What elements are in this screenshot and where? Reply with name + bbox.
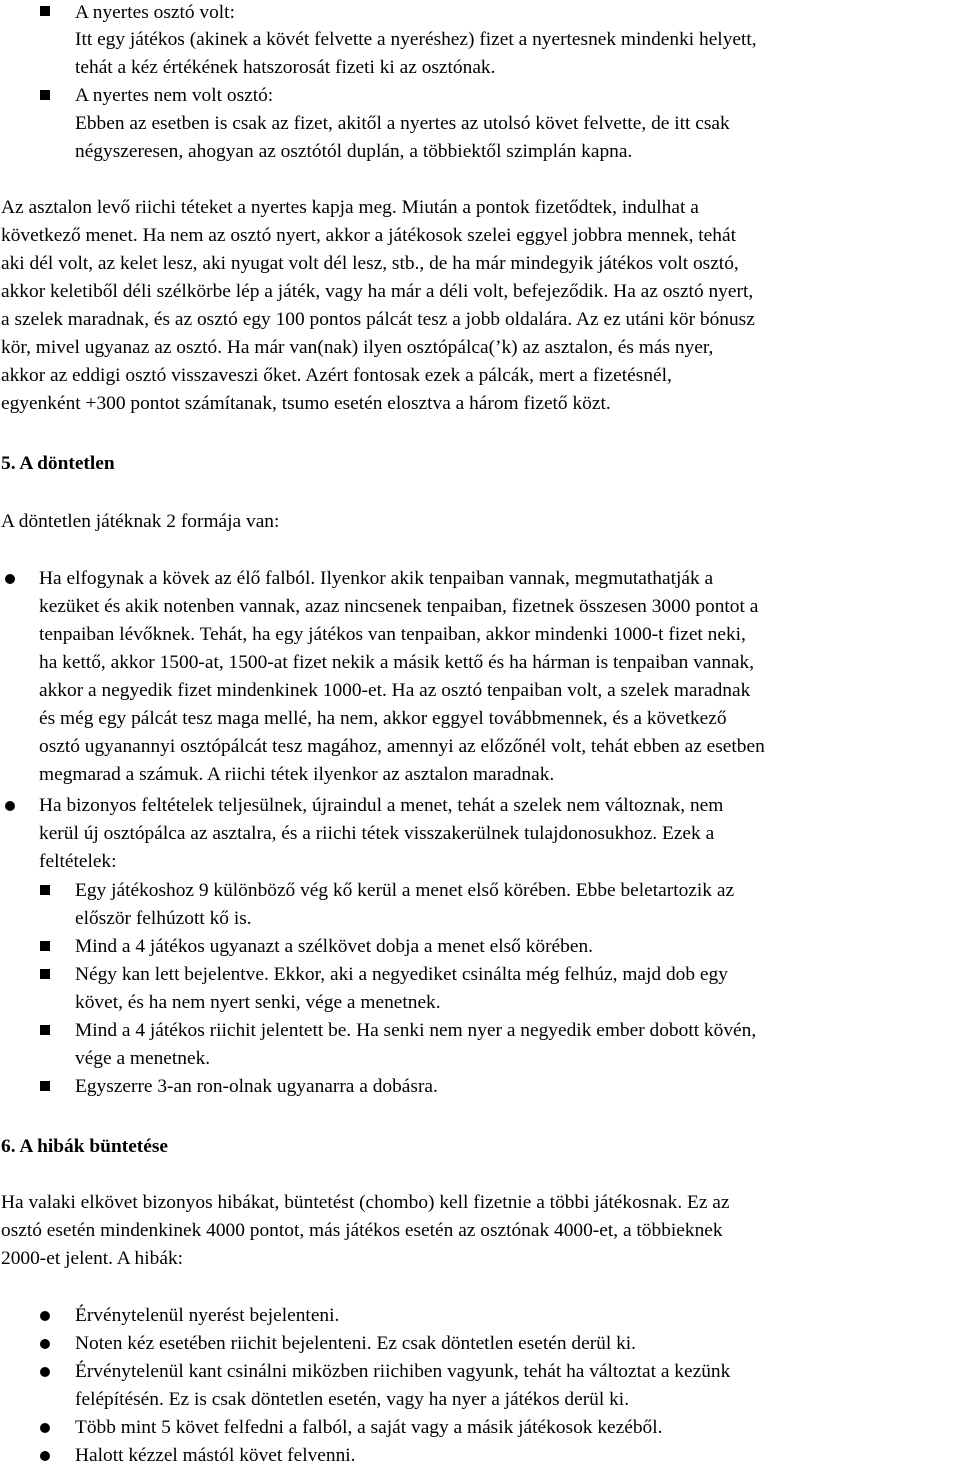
bullet-text-line: Ebben az esetben is csak az fizet, akitől a nyertes az utolsó követ felvette, de itt csak <box>75 113 730 134</box>
sub-bullet-line: Egyszerre 3-an ron-olnak ugyanarra a dobásra. <box>75 1076 438 1097</box>
square-bullet-icon <box>40 941 50 951</box>
list-item: Több mint 5 követ felfedni a falból, a saját vagy a másik játékosok kezéből. <box>75 1417 663 1438</box>
bullet-text-line: kerül új osztópálca az asztalra, és a riichi tétek visszakerülnek tulajdonosukhoz. Ezek a <box>39 823 715 844</box>
round-bullet-icon <box>5 574 15 584</box>
list-item: Halott kézzel mástól követ felvenni. <box>75 1445 356 1466</box>
bullet-text-line: osztó ugyanannyi osztópálcát tesz magához, amennyi az előzőnél volt, tehát ebben az esetben <box>39 736 765 757</box>
bullet-text-line: akkor a negyedik fizet mindenkinek 1000-et. Ha az osztó tenpaiban volt, a szelek maradnak <box>39 680 751 701</box>
bullet-text-line: megmarad a számuk. A riichi tétek ilyenkor az asztalon maradnak. <box>39 764 555 785</box>
list-item: Érvénytelenül kant csinálni miközben riichiben vagyunk, tehát ha változtat a kezünk <box>75 1361 731 1382</box>
section-heading: 6. A hibák büntetése <box>1 1136 169 1157</box>
bullet-text-line: Ha bizonyos feltételek teljesülnek, újraindul a menet, tehát a szelek nem változnak, nem <box>39 795 724 816</box>
paragraph-line: Az asztalon levő riichi téteket a nyertes kapja meg. Miután a pontok fizetődtek, indulhat a <box>1 197 699 218</box>
round-bullet-icon <box>40 1367 50 1377</box>
paragraph-line: 2000-et jelent. A hibák: <box>1 1248 184 1269</box>
sub-bullet-line: Egy játékoshoz 9 különböző vég kő kerül a menet első körében. Ebbe beletartozik az <box>75 880 735 901</box>
bullet-text-line: Itt egy játékos (akinek a kövét felvette a nyeréshez) fizet a nyertesnek mindenki helyett, <box>75 29 757 50</box>
paragraph-line: egyenként +300 pontot számítanak, tsumo esetén elosztva a három fizető közt. <box>1 393 611 414</box>
square-bullet-icon <box>40 969 50 979</box>
paragraph-line: következő menet. Ha nem az osztó nyert, akkor a játékosok szelei eggyel jobbra mennek, tehát <box>1 225 736 246</box>
list-item: Érvénytelenül nyerést bejelenteni. <box>75 1305 340 1326</box>
round-bullet-icon <box>40 1423 50 1433</box>
sub-bullet-line: Mind a 4 játékos riichit jelentett be. Ha senki nem nyer a negyedik ember dobott kövén, <box>75 1020 757 1041</box>
bullet-text-line: feltételek: <box>39 851 117 872</box>
round-bullet-icon <box>40 1451 50 1461</box>
list-item: Noten kéz esetében riichit bejelenteni. Ez csak döntetlen esetén derül ki. <box>75 1333 637 1354</box>
paragraph-line: akkor keletiből déli szélkörbe lép a játék, vagy ha már a déli volt, befejeződik. Ha az osztó nyert, <box>1 281 754 302</box>
sub-bullet-line: vége a menetnek. <box>75 1048 211 1069</box>
round-bullet-icon <box>5 801 15 811</box>
section-heading: 5. A döntetlen <box>1 453 115 474</box>
bullet-text-line: és még egy pálcát tesz maga mellé, ha nem, akkor eggyel továbbmennek, és a következő <box>39 708 727 729</box>
bullet-text-line: tehát a kéz értékének hatszorosát fizeti ki az osztónak. <box>75 57 496 78</box>
paragraph-line: A döntetlen játéknak 2 formája van: <box>1 511 280 532</box>
bullet-title: A nyertes osztó volt: <box>75 2 235 23</box>
bullet-text-line: ha kettő, akkor 1500-at, 1500-at fizet nekik a másik kettő és ha hárman is tenpaiban vannak, <box>39 652 755 673</box>
sub-bullet-line: először felhúzott kő is. <box>75 908 252 929</box>
paragraph-line: osztó esetén mindenkinek 4000 pontot, más játékos esetén az osztónak 4000-et, a többieknek <box>1 1220 723 1241</box>
paragraph-line: aki dél volt, az kelet lesz, aki nyugat volt dél lesz, stb., de ha már mindegyik játékos volt osztó, <box>1 253 739 274</box>
list-item: felépítésén. Ez is csak döntetlen esetén, vagy ha nyer a játékos derül ki. <box>75 1389 630 1410</box>
round-bullet-icon <box>40 1311 50 1321</box>
square-bullet-icon <box>40 6 50 16</box>
bullet-text-line: Ha elfogynak a kövek az élő falból. Ilyenkor akik tenpaiban vannak, megmutathatják a <box>39 568 714 589</box>
bullet-text-line: kezüket és akik notenben vannak, azaz nincsenek tenpaiban, fizetnek összesen 3000 pontot a <box>39 596 759 617</box>
sub-bullet-line: Négy kan lett bejelentve. Ekkor, aki a negyediket csinálta még felhúz, majd dob egy <box>75 964 728 985</box>
paragraph-line: a szelek maradnak, és az osztó egy 100 pontos pálcát tesz a jobb oldalára. Az ez utáni kör bónusz <box>1 309 755 330</box>
sub-bullet-line: követ, és ha nem nyert senki, vége a menetnek. <box>75 992 441 1013</box>
paragraph-line: kör, mivel ugyanaz az osztó. Ha már van(nak) ilyen osztópálca(’k) az asztalon, és más nyer, <box>1 337 714 358</box>
paragraph-line: Ha valaki elkövet bizonyos hibákat, büntetést (chombo) kell fizetnie a többi játékosnak. Ez az <box>1 1192 730 1213</box>
square-bullet-icon <box>40 1025 50 1035</box>
round-bullet-icon <box>40 1339 50 1349</box>
bullet-text-line: négyszeresen, ahogyan az osztótól duplán, a többiektől szimplán kapna. <box>75 141 633 162</box>
bullet-title: A nyertes nem volt osztó: <box>75 85 274 106</box>
square-bullet-icon <box>40 90 50 100</box>
square-bullet-icon <box>40 1081 50 1091</box>
bullet-text-line: tenpaiban lévőknek. Tehát, ha egy játékos van tenpaiban, akkor mindenki 1000-t fizet neki, <box>39 624 746 645</box>
paragraph-line: akkor az eddigi osztó visszaveszi őket. Azért fontosak ezek a pálcák, mert a fizetésnél, <box>1 365 672 386</box>
sub-bullet-line: Mind a 4 játékos ugyanazt a szélkövet dobja a menet első körében. <box>75 936 593 957</box>
square-bullet-icon <box>40 885 50 895</box>
